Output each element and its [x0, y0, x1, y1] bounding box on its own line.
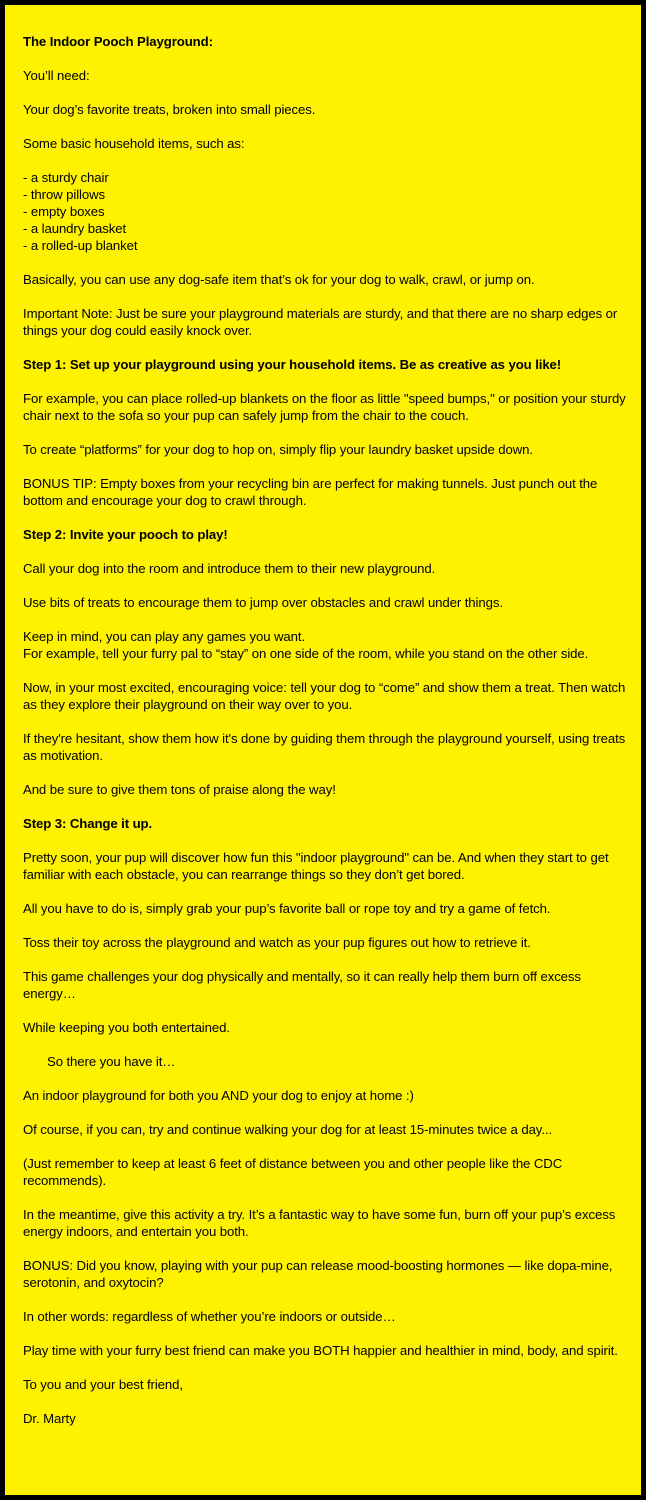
- list-item: - throw pillows: [23, 187, 106, 202]
- step2-games: [23, 628, 631, 662]
- step3-toss: Toss their toy across the playground and watch as your pup figures out how to retrieve it.: [23, 935, 531, 950]
- step3-fetch: All you have to do is, simply grab your pup’s favorite ball or rope toy and try a game of fetch.: [23, 901, 551, 916]
- step2-come: Now, in your most excited, encouraging voice: tell your dog to “come” and show them a treat. Then watch as they explore their playground on their way over to you.: [23, 680, 626, 712]
- there-you-have-it: So there you have it…: [47, 1054, 176, 1069]
- need-heading: You’ll need:: [23, 68, 90, 83]
- list-item: - a sturdy chair: [23, 170, 109, 185]
- step1-heading: Step 1: Set up your playground using your household items. Be as creative as you like!: [23, 357, 562, 372]
- list-item: - a laundry basket: [23, 221, 127, 236]
- signature: Dr. Marty: [23, 1411, 76, 1426]
- step3-entertained: While keeping you both entertained.: [23, 1020, 230, 1035]
- list-item: - empty boxes: [23, 204, 105, 219]
- step3-soon: Pretty soon, your pup will discover how fun this "indoor playground" can be. And when they start to get familiar with each obstacle, you can rearrange things so they don’t get bored.: [23, 850, 609, 882]
- step1-bonus-tip: BONUS TIP: Empty boxes from your recycling bin are perfect for making tunnels. Just punch out the bottom and encourage your dog to crawl through.: [23, 476, 598, 508]
- step2-games-line1: Keep in mind, you can play any games you want.: [23, 629, 306, 644]
- step1-example: For example, you can place rolled-up blankets on the floor as little "speed bumps," or position your sturdy chair next to the sofa so your pup can safely jump from the chair to the couch.: [23, 391, 626, 423]
- distance-paragraph: (Just remember to keep at least 6 feet of distance between you and other people like the CDC recommends).: [23, 1156, 563, 1188]
- basically-paragraph: Basically, you can use any dog-safe item that’s ok for your dog to walk, crawl, or jump on.: [23, 272, 535, 287]
- step2-praise: And be sure to give them tons of praise along the way!: [23, 782, 336, 797]
- step1-platforms: To create “platforms” for your dog to hop on, simply flip your laundry basket upside down.: [23, 442, 533, 457]
- step2-hesitant: If they're hesitant, show them how it's done by guiding them through the playground yourself, using treats as motivation.: [23, 731, 626, 763]
- step2-call: Call your dog into the room and introduce them to their new playground.: [23, 561, 436, 576]
- step3-heading: Step 3: Change it up.: [23, 816, 153, 831]
- household-items-list: [23, 169, 631, 254]
- sign-off: To you and your best friend,: [23, 1377, 183, 1392]
- other-words-paragraph: In other words: regardless of whether you’re indoors or outside…: [23, 1309, 396, 1324]
- step2-treats: Use bits of treats to encourage them to jump over obstacles and crawl under things.: [23, 595, 503, 610]
- step3-challenge: This game challenges your dog physically and mentally, so it can really help them burn off excess energy…: [23, 969, 581, 1001]
- article-title: The Indoor Pooch Playground:: [23, 34, 213, 49]
- step2-heading: Step 2: Invite your pooch to play!: [23, 527, 228, 542]
- article-panel: [5, 5, 641, 1495]
- items-intro: Some basic household items, such as:: [23, 136, 245, 151]
- important-note: Important Note: Just be sure your playground materials are sturdy, and that there are no sharp edges or things your dog could easily knock over.: [23, 306, 618, 338]
- list-item: - a rolled-up blanket: [23, 238, 138, 253]
- play-time-paragraph: Play time with your furry best friend can make you BOTH happier and healthier in mind, body, and spirit.: [23, 1343, 618, 1358]
- bonus-paragraph: BONUS: Did you know, playing with your pup can release mood-boosting hormones — like dopa-mine, serotonin, and oxytocin?: [23, 1258, 613, 1290]
- indoor-playground-summary: An indoor playground for both you AND your dog to enjoy at home :): [23, 1088, 414, 1103]
- step2-games-line2: For example, tell your furry pal to “stay” on one side of the room, while you stand on the other side.: [23, 646, 589, 661]
- walking-paragraph: Of course, if you can, try and continue walking your dog for at least 15-minutes twice a day...: [23, 1122, 553, 1137]
- treats-paragraph: Your dog’s favorite treats, broken into small pieces.: [23, 102, 316, 117]
- meantime-paragraph: In the meantime, give this activity a try. It’s a fantastic way to have some fun, burn off your pup’s excess energy indoors, and entertain you both.: [23, 1207, 616, 1239]
